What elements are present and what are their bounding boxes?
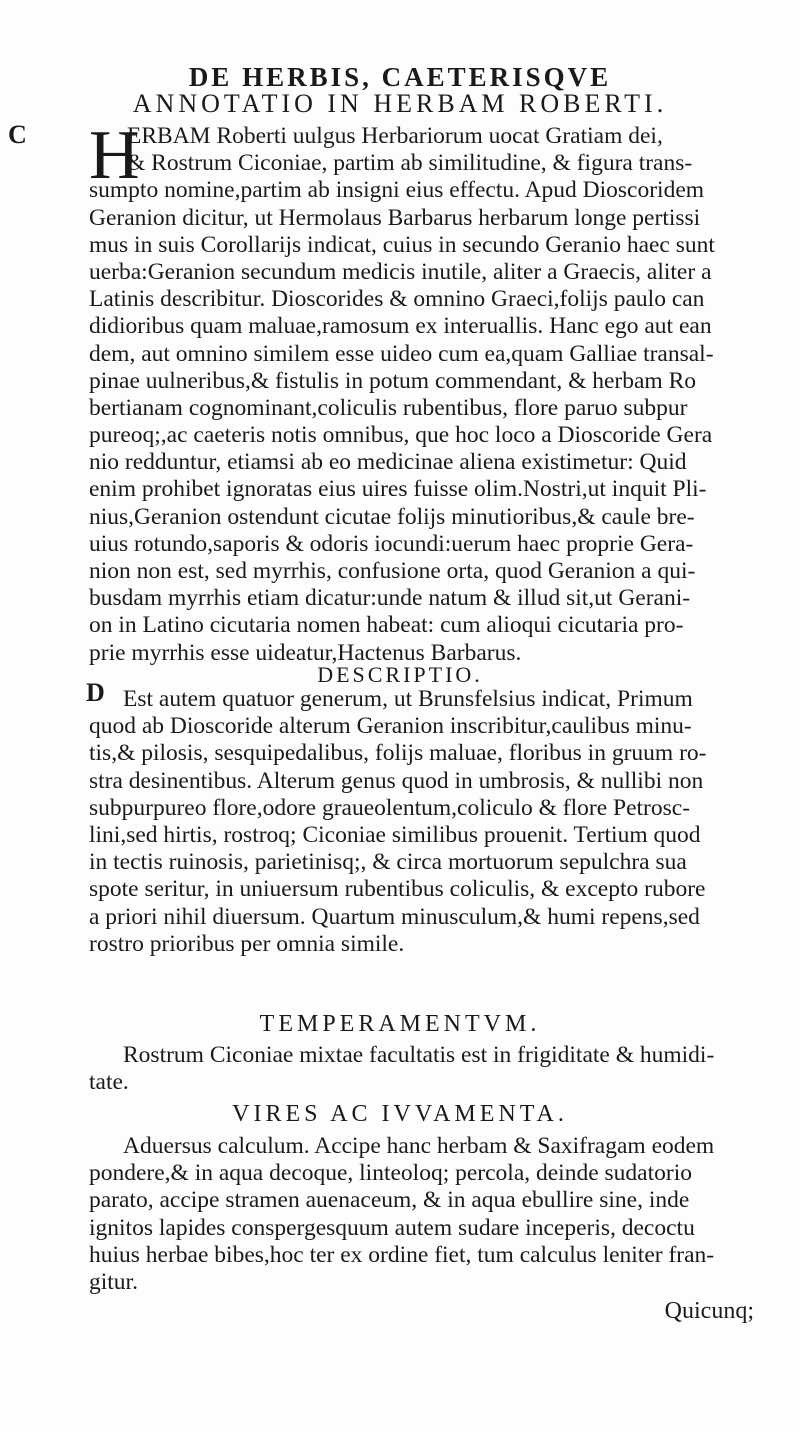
descriptio-heading: DESCRIPTIO. (317, 662, 483, 687)
text-line: a priori nihil diuersum. Quartum minusculum,& humi repens,sed (89, 903, 700, 930)
text-line: busdam myrrhis etiam dicatur:unde natum & illud sit,ut Gerani- (89, 585, 691, 612)
descriptio-text (89, 686, 793, 958)
text-line: pureoq;,ac caeteris notis omnibus, que hoc loco a Dioscoride Gera (89, 422, 713, 449)
annotatio-heading: ANNOTATIO IN HERBAM ROBERTI. (132, 89, 668, 118)
text-line: Aduersus calculum. Accipe hanc herbam & Saxifragam eodem (123, 1133, 715, 1159)
text-line: nion non est, sed myrrhis, confusione orta, quod Geranion a qui- (89, 558, 696, 584)
text-line: in tectis ruinosis, parietinisq;, & circa mortuorum sepulchra sua (89, 849, 687, 876)
text-line: pondere,& in aqua decoque, linteoloq; percola, deinde sudatorio (89, 1160, 692, 1187)
text-line: Rostrum Ciconiae mixtae facultatis est in frigiditate & humidi- (123, 1042, 715, 1068)
text-line: ignitos lapides conspergesquum autem sudare inceperis, decoctu (89, 1214, 695, 1241)
text-line: pinae uulneribus,& fistulis in potum commendant, & herbam Ro (89, 367, 696, 394)
text-line: stra desinentibus. Alterum genus quod in umbrosis, & nullibi non (89, 767, 704, 794)
text-line: enim prohibet ignoratas eius uires fuisse olim.Nostri,ut inquit Pli- (89, 476, 707, 503)
text-line: spote seritur, in uniuersum rubentibus coliculis, & excepto rubore (89, 876, 706, 903)
text-line: uius rotundo,saporis & odoris iocundi:uerum haec proprie Gera- (89, 530, 694, 557)
vires-text (89, 1133, 793, 1296)
text-line: parato, accipe stramen auenaceum, & in aqua ebullire sine, inde (89, 1187, 690, 1214)
text-line: bertianam cognominant,coliculis rubentibus, flore paruo subpur (89, 394, 688, 421)
text-line: huius herbae bibes,hoc ter ex ordine fiet, tum calculus leniter fran- (89, 1241, 715, 1268)
text-line: quod ab Dioscoride alterum Geranion inscribitur,caulibus minu- (89, 713, 692, 740)
text-line: Latinis describitur. Dioscorides & omnino Graeci,folijs paulo can (89, 286, 705, 313)
text-line: nio redduntur, etiamsi ab eo medicinae aliena existimetur: Quid (89, 449, 687, 476)
text-line: ERBAM Roberti uulgus Herbariorum uocat Gratiam dei, (127, 123, 663, 149)
margin-letter-d: D (86, 678, 105, 707)
text-line: prie myrrhis esse uideatur,Hactenus Barbarus. (89, 639, 522, 666)
text-line: gitur. (89, 1268, 138, 1295)
text-line: Est autem quatuor generum, ut Brunsfelsius indicat, Primum (123, 686, 693, 712)
drop-cap: H (89, 117, 140, 194)
text-line: rostro prioribus per omnia simile. (89, 930, 405, 957)
text-line: subpurpureo flore,odore graueolentum,coliculo & flore Petrosc- (89, 794, 691, 821)
text-line: nius,Geranion ostendunt cicutae folijs minutioribus,& caule bre- (89, 503, 695, 530)
text-line: on in Latino cicutaria nomen habeat: cum alioqui cicutaria pro- (89, 612, 684, 639)
text-line: didioribus quam maluae,ramosum ex interuallis. Hanc ego aut ean (89, 313, 712, 340)
text-line: tate. (89, 1069, 129, 1096)
temperamentum-heading: TEMPERAMENTVM. (259, 1011, 541, 1037)
text-line: uerba:Geranion secundum medicis inutile, aliter a Graecis, aliter a (89, 258, 712, 285)
text-line: lini,sed hirtis, rostroq; Ciconiae similibus prouenit. Tertium quod (89, 821, 701, 848)
running-head: DE HERBIS, CAETERISQVE (188, 62, 612, 92)
temperamentum-text (89, 1042, 793, 1096)
vires-heading: VIRES AC IVVAMENTA. (232, 1101, 568, 1127)
margin-letter-c: C (8, 120, 27, 149)
text-line: tis,& pilosis, sesquipedalibus, folijs maluae, floribus in gruum ro- (89, 740, 707, 767)
text-line: mus in suis Corollarijs indicat, cuius in secundo Geranio haec sunt (89, 231, 715, 258)
text-line: Geranion dicitur, ut Hermolaus Barbarus herbarum longe pertissi (89, 204, 701, 231)
text-line: dem, aut omnino similem esse uideo cum ea,quam Galliae transal- (89, 340, 714, 367)
annotatio-text (89, 117, 793, 667)
text-line: & Rostrum Ciconiae, partim ab similitudine, & figura trans- (127, 150, 693, 177)
text-line: sumpto nomine,partim ab insigni eius effectu. Apud Dioscoridem (89, 177, 705, 204)
catchword: Quicunq; (664, 1298, 754, 1324)
